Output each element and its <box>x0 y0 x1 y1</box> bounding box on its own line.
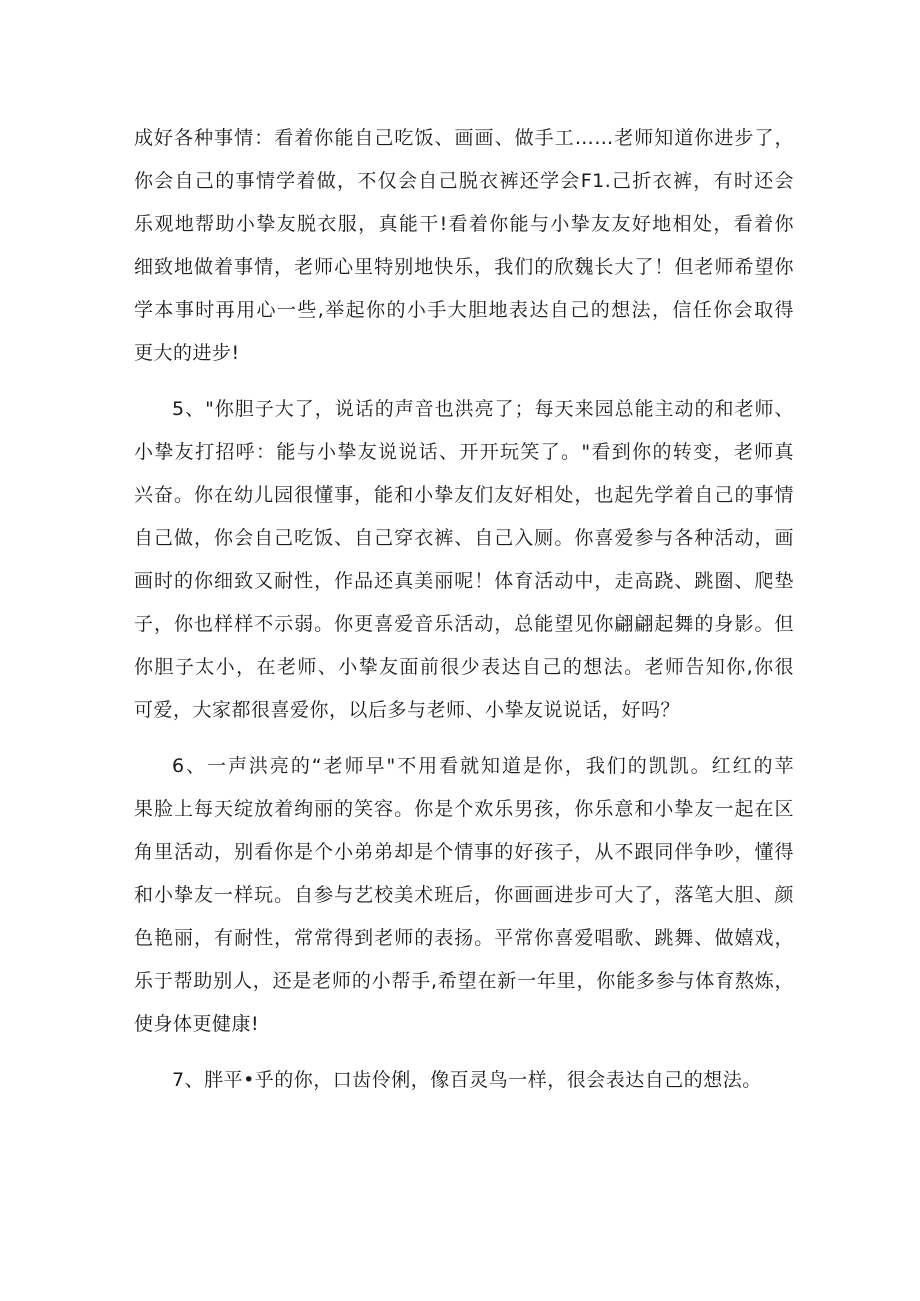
text-line: 和小挚友一样玩。自参与艺校美术班后，你画画进步可大了，落笔大胆、颜 <box>134 884 794 906</box>
text-line: 角里活动，别看你是个小弟弟却是个情事的好孩子，从不跟同伴争吵，懂得 <box>134 841 794 863</box>
text-line: 子，你也样样不示弱。你更喜爱音乐活动，总能望见你翩翩起舞的身影。但 <box>134 613 794 635</box>
text-line: 6、一声洪亮的“老师早"不用看就知道是你，我们的凯凯。红红的苹 <box>172 755 794 777</box>
paragraph-2 <box>134 388 794 732</box>
text-line: 画时的你细致又耐性，作品还真美丽呢！体育活动中，走高跷、跳圈、爬垫 <box>134 570 794 592</box>
text-line: 果脸上每天绽放着绚丽的笑容。你是个欢乐男孩，你乐意和小挚友一起在区 <box>134 798 794 820</box>
paragraph-4 <box>134 1059 794 1102</box>
text-line: 你胆子太小，在老师、小挚友面前很少表达自己的想法。老师告知你,你很 <box>134 656 794 678</box>
text-line: 更大的进步! <box>134 342 240 364</box>
paragraph-3 <box>134 745 794 1046</box>
text-line: 学本事时再用心一些,举起你的小手大胆地表达自己的想法，信任你会取得 <box>134 299 794 321</box>
text-line: 7、胖平•乎的你，口齿伶俐，像百灵鸟一样，很会表达自己的想法。 <box>172 1069 762 1091</box>
text-line: 小挚友打招呼：能与小挚友说说话、开开玩笑了。"看到你的转变，老师真 <box>134 441 794 463</box>
text-line: 可爱，大家都很喜爱你，以后多与老师、小挚友说说话，好吗？ <box>134 699 681 721</box>
text-line: 使身体更健康! <box>134 1013 260 1035</box>
paragraph-1 <box>134 117 794 375</box>
text-line: 乐观地帮助小挚友脱衣服，真能干!看着你能与小挚友友好地相处，看着你 <box>134 213 794 235</box>
text-line: 兴奋。你在幼儿园很懂事，能和小挚友们友好相处，也起先学着自己的事情 <box>134 484 794 506</box>
text-line: 色艳丽，有耐性，常常得到老师的表扬。平常你喜爱唱歌、跳舞、做嬉戏， <box>134 927 794 949</box>
text-line: 细致地做着事情，老师心里特别地快乐，我们的欣魏长大了！但老师希望你 <box>134 256 794 278</box>
text-line: 你会自己的事情学着做，不仅会自己脱衣裤还学会F1.己折衣裤，有时还会 <box>134 170 794 192</box>
text-line: 自己做，你会自己吃饭、自己穿衣裤、自己入厕。你喜爱参与各种活动，画 <box>134 527 794 549</box>
text-line: 成好各种事情：看着你能自己吃饭、画画、做手工……老师知道你进步了， <box>134 127 794 149</box>
text-line: 乐于帮助别人，还是老师的小帮手,希望在新一年里，你能多参与体育熬炼， <box>134 970 794 992</box>
text-line: 5、"你胆子大了，说话的声音也洪亮了；每天来园总能主动的和老师、 <box>172 398 794 420</box>
document-body <box>134 117 794 1102</box>
